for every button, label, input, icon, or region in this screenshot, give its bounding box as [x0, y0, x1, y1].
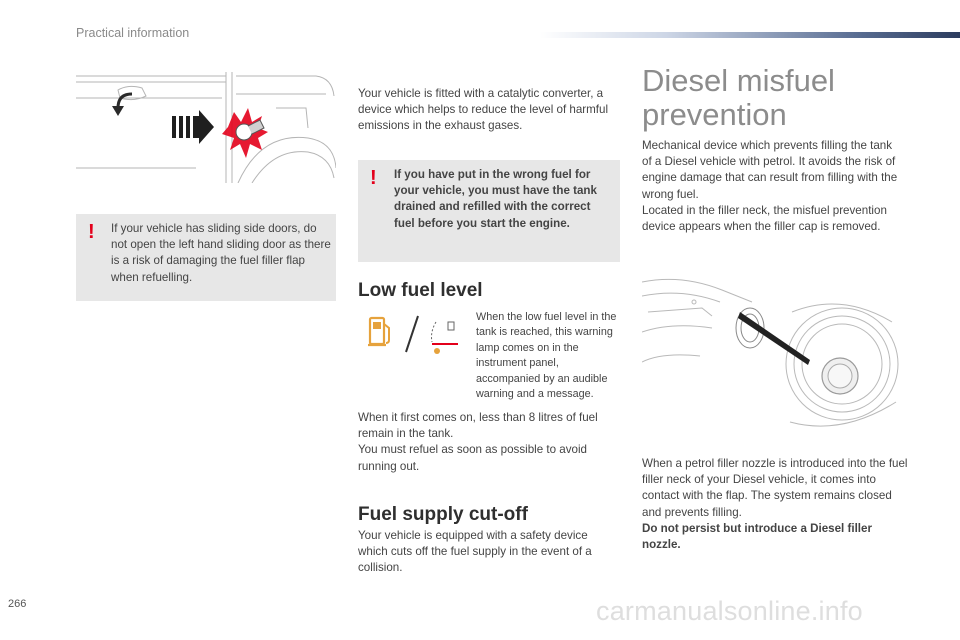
warning-icon: !: [88, 221, 95, 243]
warning-icon: !: [370, 167, 377, 189]
misfuel-para-2: Located in the filler neck, the misfuel prevention device appears when the filler cap is removed.: [642, 203, 887, 234]
misfuel-description: [642, 138, 904, 235]
low-fuel-lamp-text: When the low fuel level in the tank is reached, this warning lamp comes on in the instrument panel, accompanied by an audible warning and a message.: [476, 311, 617, 401]
footer-watermark: carmanualsonline.info: [596, 596, 863, 626]
low-fuel-heading: Low fuel level: [358, 280, 483, 301]
separator-slash: [406, 316, 418, 352]
wrong-fuel-warning-box: [358, 160, 620, 262]
low-fuel-lamp-icons: [366, 312, 462, 358]
sliding-door-warning-box: [76, 214, 336, 301]
misfuel-para-3: When a petrol filler nozzle is introduced into the fuel filler neck of your Diesel vehicle, it comes into contact with the flap. The system remains closed and prevents filling.: [642, 457, 908, 519]
section-title: Practical information: [76, 26, 190, 40]
heading-line-1: Diesel misfuel: [642, 63, 835, 98]
misfuel-para-4: Do not persist but introduce a Diesel filler nozzle.: [642, 521, 872, 552]
wrong-fuel-warning-text: If you have put in the wrong fuel for your vehicle, you must have the tank drained and refilled with the correct fuel before you start the engine.: [394, 168, 597, 230]
catalytic-converter-text: Your vehicle is fitted with a catalytic converter, a device which helps to reduce the level of harmful emissions in the exhaust gases.: [358, 87, 609, 133]
heading-line-2: prevention: [642, 97, 787, 132]
fuel-pump-icon: [368, 318, 389, 345]
filler-neck-illustration: [642, 272, 900, 432]
misfuel-operation: [642, 456, 908, 553]
low-fuel-para-2: You must refuel as soon as possible to avoid running out.: [358, 443, 588, 473]
sliding-door-warning-text: If your vehicle has sliding side doors, do not open the left hand sliding door as there is a risk of damaging the fuel filler flap when refuelling.: [111, 222, 331, 284]
page-number: 266: [8, 598, 27, 610]
header-gradient-bar: [540, 32, 960, 38]
diesel-misfuel-heading: [642, 64, 835, 132]
fuel-cutoff-heading: Fuel supply cut-off: [358, 504, 528, 525]
misfuel-para-1: Mechanical device which prevents filling the tank of a Diesel vehicle with petrol. It avoids the risk of engine damage that can result from filling with the wrong fuel.: [642, 139, 898, 201]
sliding-door-illustration: [76, 68, 336, 183]
fuel-cutoff-text: Your vehicle is equipped with a safety device which cuts off the fuel supply in the event of a collision.: [358, 529, 592, 575]
low-fuel-body: [358, 410, 620, 475]
low-fuel-para-1: When it first comes on, less than 8 litres of fuel remain in the tank.: [358, 411, 598, 441]
fuel-gauge-icon: [432, 322, 459, 354]
